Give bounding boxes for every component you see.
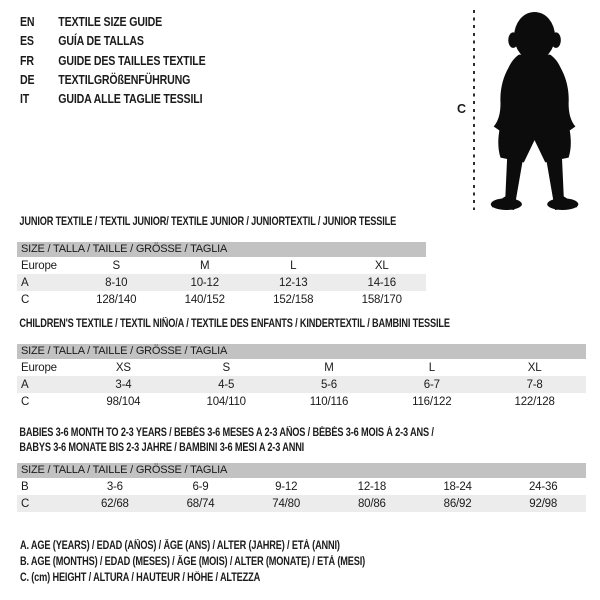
age-value: 6-7 <box>423 378 440 391</box>
age-value: 4-5 <box>218 378 235 391</box>
height-value: 98/104 <box>106 395 141 408</box>
table-row-age <box>17 376 586 393</box>
height-value: 68/74 <box>186 497 215 510</box>
children-size-header: SIZE / TALLA / TAILLE / GRÖSSE / TAGLIA <box>17 344 586 359</box>
row-label: C <box>21 497 30 510</box>
table-row-months <box>17 478 586 495</box>
months-value: 12-18 <box>357 480 387 493</box>
height-marker-label: C <box>457 102 467 116</box>
babies-section-title-line1: BABIES 3-6 MONTH TO 2-3 YEARS / BEBÉS 3-6 MESES A 2-3 AÑOS / BÉBÉS 3-6 MOIS À 2-3 ANS / <box>19 427 434 439</box>
row-label: C <box>21 293 30 306</box>
table-row-height <box>17 291 426 308</box>
row-label: A <box>21 276 29 289</box>
height-value: 104/110 <box>206 395 246 408</box>
row-label: Europe <box>21 259 57 272</box>
height-value: 128/140 <box>96 293 137 306</box>
size-value: M <box>200 259 210 272</box>
footnote-b: B. AGE (MONTHS) / EDAD (MESES) / ÂGE (MOIS) / ALTER (MONATE) / ETÀ (MESI) <box>20 556 366 568</box>
size-value: XS <box>115 361 131 374</box>
language-label: GUIDA ALLE TAGLIE TESSILI <box>58 92 203 107</box>
row-label: A <box>21 378 29 391</box>
footnote-a: A. AGE (YEARS) / EDAD (AÑOS) / ÂGE (ANS) / ALTER (JAHRE) / ETÀ (ANNI) <box>20 540 340 552</box>
table-row-height <box>17 495 586 512</box>
children-size-table <box>17 344 586 410</box>
height-dotted-line <box>473 10 475 210</box>
language-code: ES <box>20 34 34 49</box>
language-code: EN <box>20 15 35 29</box>
height-value: 92/98 <box>529 497 558 510</box>
language-row-en <box>20 13 206 32</box>
table-row-age <box>17 274 426 291</box>
legend-footnotes <box>20 538 451 586</box>
height-value: 62/68 <box>100 497 129 510</box>
table-row-height <box>17 393 586 410</box>
children-section <box>17 318 586 410</box>
height-value: 116/122 <box>412 395 452 408</box>
language-list <box>20 13 206 109</box>
language-code: DE <box>20 72 35 87</box>
babies-size-header: SIZE / TALLA / TAILLE / GRÖSSE / TAGLIA <box>17 463 586 478</box>
language-label: GUÍA DE TALLAS <box>58 34 144 49</box>
height-value: 110/116 <box>309 395 349 408</box>
months-value: 6-9 <box>192 480 209 493</box>
junior-section-title: JUNIOR TEXTILE / TEXTIL JUNIOR/ TEXTILE JUNIOR / JUNIORTEXTIL / JUNIOR TESSILE <box>19 216 397 228</box>
table-row-europe <box>17 257 426 274</box>
size-value: L <box>290 259 297 272</box>
row-label: Europe <box>21 361 57 374</box>
junior-section <box>17 216 426 308</box>
babies-size-table <box>17 463 586 512</box>
table-row-europe <box>17 359 586 376</box>
age-value: 12-13 <box>279 276 308 289</box>
height-value: 74/80 <box>272 497 301 510</box>
age-value: 14-16 <box>367 276 396 289</box>
months-value: 3-6 <box>106 480 123 493</box>
language-label: GUIDE DES TAILLES TEXTILE <box>58 53 206 68</box>
height-value: 158/170 <box>361 293 402 306</box>
junior-size-table <box>17 242 426 308</box>
language-label: TEXTILGRÖßENFÜHRUNG <box>58 72 191 87</box>
language-row-it <box>20 90 206 109</box>
height-value: 152/158 <box>273 293 314 306</box>
babies-section <box>17 426 586 512</box>
age-value: 10-12 <box>190 276 219 289</box>
months-value: 24-36 <box>528 480 558 493</box>
size-value: S <box>222 361 230 374</box>
baby-silhouette-icon <box>483 10 590 210</box>
size-value: S <box>112 259 120 272</box>
age-value: 8-10 <box>105 276 128 289</box>
language-row-de <box>20 71 206 90</box>
footnote-c: C. (cm) HEIGHT / ALTURA / HAUTEUR / HÖHE / ALTEZZA <box>20 572 261 584</box>
language-row-fr <box>20 52 206 71</box>
language-row-es <box>20 32 206 51</box>
language-code: FR <box>20 53 34 68</box>
age-value: 7-8 <box>526 378 543 391</box>
junior-size-header: SIZE / TALLA / TAILLE / GRÖSSE / TAGLIA <box>17 242 426 257</box>
row-label: B <box>21 480 29 493</box>
height-value: 140/152 <box>184 293 225 306</box>
row-label: C <box>21 395 30 408</box>
size-value: M <box>324 361 334 374</box>
babies-section-title-line2: BABYS 3-6 MONATE BIS 2-3 JAHRE / BAMBINI 3-6 MESI A 2-3 ANNI <box>19 442 305 454</box>
children-section-title: CHILDREN'S TEXTILE / TEXTIL NIÑO/A / TEXTILE DES ENFANTS / KINDERTEXTIL / BAMBINI TESSILE <box>19 318 450 330</box>
size-value: XL <box>527 361 542 374</box>
age-value: 5-6 <box>320 378 337 391</box>
size-value: XL <box>374 259 389 272</box>
height-measure-figure <box>452 8 592 210</box>
months-value: 9-12 <box>275 480 298 493</box>
language-code: IT <box>20 92 30 107</box>
height-value: 86/92 <box>443 497 472 510</box>
height-value: 80/86 <box>357 497 386 510</box>
age-value: 3-4 <box>115 378 132 391</box>
height-value: 122/128 <box>514 395 555 408</box>
months-value: 18-24 <box>443 480 472 493</box>
language-label: TEXTILE SIZE GUIDE <box>58 15 163 29</box>
size-value: L <box>428 361 435 374</box>
